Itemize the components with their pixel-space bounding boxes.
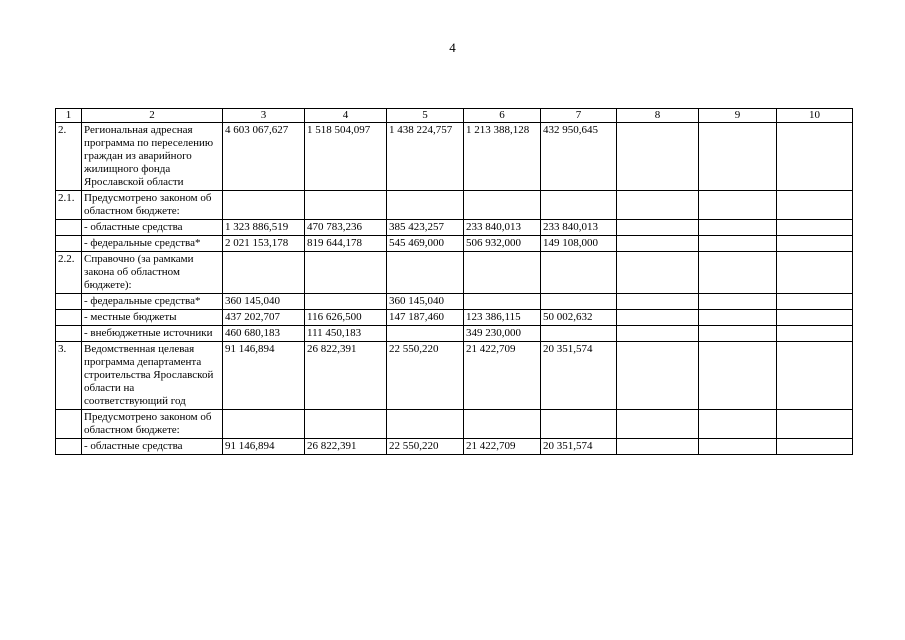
value-cell-col-8 (617, 220, 699, 236)
value-cell-col-4 (305, 252, 387, 294)
value-cell-col-3 (223, 410, 305, 439)
row-number-cell: 2.1. (56, 191, 82, 220)
value-cell-col-6: 233 840,013 (464, 220, 541, 236)
table-row (56, 191, 853, 220)
value-cell-col-7: 20 351,574 (541, 439, 617, 455)
value-cell-col-5: 22 550,220 (387, 342, 464, 410)
row-label-cell: - внебюджетные источники (82, 326, 223, 342)
row-number-cell (56, 439, 82, 455)
column-header-9: 9 (699, 109, 777, 123)
row-label-cell: - местные бюджеты (82, 310, 223, 326)
row-label-cell: Ведомственная целевая программа департамента строительства Ярославской области на соответствующий год (82, 342, 223, 410)
value-cell-col-8 (617, 252, 699, 294)
row-label-cell: Справочно (за рамками закона об областном бюджете): (82, 252, 223, 294)
table-row (56, 410, 853, 439)
value-cell-col-4 (305, 410, 387, 439)
value-cell-col-3: 91 146,894 (223, 342, 305, 410)
value-cell-col-10 (777, 342, 853, 410)
value-cell-col-3 (223, 191, 305, 220)
value-cell-col-6 (464, 410, 541, 439)
row-number-cell (56, 410, 82, 439)
value-cell-col-4 (305, 294, 387, 310)
column-header-5: 5 (387, 109, 464, 123)
value-cell-col-6: 1 213 388,128 (464, 123, 541, 191)
value-cell-col-9 (699, 310, 777, 326)
value-cell-col-7 (541, 191, 617, 220)
row-number-cell (56, 310, 82, 326)
value-cell-col-9 (699, 294, 777, 310)
value-cell-col-10 (777, 252, 853, 294)
row-label-cell: - областные средства (82, 439, 223, 455)
column-header-7: 7 (541, 109, 617, 123)
budget-table (55, 108, 853, 455)
table-row (56, 310, 853, 326)
value-cell-col-3: 2 021 153,178 (223, 236, 305, 252)
value-cell-col-5 (387, 191, 464, 220)
value-cell-col-7: 432 950,645 (541, 123, 617, 191)
value-cell-col-7 (541, 410, 617, 439)
value-cell-col-3: 360 145,040 (223, 294, 305, 310)
value-cell-col-3: 1 323 886,519 (223, 220, 305, 236)
value-cell-col-5: 360 145,040 (387, 294, 464, 310)
value-cell-col-4: 26 822,391 (305, 439, 387, 455)
table-row (56, 439, 853, 455)
row-number-cell (56, 326, 82, 342)
column-header-6: 6 (464, 109, 541, 123)
row-label-cell: Предусмотрено законом об областном бюджете: (82, 410, 223, 439)
value-cell-col-8 (617, 439, 699, 455)
column-header-10: 10 (777, 109, 853, 123)
column-header-1: 1 (56, 109, 82, 123)
value-cell-col-9 (699, 123, 777, 191)
value-cell-col-10 (777, 191, 853, 220)
value-cell-col-7: 20 351,574 (541, 342, 617, 410)
value-cell-col-9 (699, 220, 777, 236)
column-header-4: 4 (305, 109, 387, 123)
value-cell-col-3 (223, 252, 305, 294)
value-cell-col-3: 460 680,183 (223, 326, 305, 342)
table-row (56, 326, 853, 342)
value-cell-col-4: 1 518 504,097 (305, 123, 387, 191)
value-cell-col-9 (699, 342, 777, 410)
value-cell-col-6 (464, 252, 541, 294)
table-row (56, 220, 853, 236)
value-cell-col-7 (541, 294, 617, 310)
value-cell-col-7: 149 108,000 (541, 236, 617, 252)
value-cell-col-5: 545 469,000 (387, 236, 464, 252)
table-row (56, 123, 853, 191)
value-cell-col-9 (699, 191, 777, 220)
value-cell-col-8 (617, 310, 699, 326)
value-cell-col-9 (699, 326, 777, 342)
value-cell-col-6: 123 386,115 (464, 310, 541, 326)
value-cell-col-8 (617, 342, 699, 410)
value-cell-col-9 (699, 439, 777, 455)
value-cell-col-3: 4 603 067,627 (223, 123, 305, 191)
value-cell-col-10 (777, 236, 853, 252)
value-cell-col-4: 470 783,236 (305, 220, 387, 236)
value-cell-col-8 (617, 326, 699, 342)
value-cell-col-9 (699, 236, 777, 252)
header-row (56, 109, 853, 123)
table-row (56, 252, 853, 294)
value-cell-col-5 (387, 252, 464, 294)
row-number-cell: 3. (56, 342, 82, 410)
value-cell-col-10 (777, 410, 853, 439)
value-cell-col-10 (777, 326, 853, 342)
value-cell-col-7: 233 840,013 (541, 220, 617, 236)
value-cell-col-4 (305, 191, 387, 220)
value-cell-col-6: 21 422,709 (464, 439, 541, 455)
value-cell-col-5 (387, 410, 464, 439)
column-header-3: 3 (223, 109, 305, 123)
table-row (56, 294, 853, 310)
column-header-2: 2 (82, 109, 223, 123)
row-number-cell: 2. (56, 123, 82, 191)
value-cell-col-8 (617, 410, 699, 439)
value-cell-col-6 (464, 191, 541, 220)
page-number: 4 (449, 40, 456, 55)
value-cell-col-7 (541, 252, 617, 294)
value-cell-col-10 (777, 439, 853, 455)
value-cell-col-5: 147 187,460 (387, 310, 464, 326)
value-cell-col-10 (777, 310, 853, 326)
value-cell-col-6: 21 422,709 (464, 342, 541, 410)
value-cell-col-7: 50 002,632 (541, 310, 617, 326)
value-cell-col-4: 819 644,178 (305, 236, 387, 252)
value-cell-col-5 (387, 326, 464, 342)
row-label-cell: - областные средства (82, 220, 223, 236)
column-header-8: 8 (617, 109, 699, 123)
value-cell-col-5: 1 438 224,757 (387, 123, 464, 191)
row-number-cell (56, 236, 82, 252)
row-number-cell (56, 220, 82, 236)
value-cell-col-10 (777, 294, 853, 310)
value-cell-col-10 (777, 123, 853, 191)
value-cell-col-9 (699, 410, 777, 439)
value-cell-col-8 (617, 191, 699, 220)
table-row (56, 342, 853, 410)
row-number-cell: 2.2. (56, 252, 82, 294)
value-cell-col-6 (464, 294, 541, 310)
value-cell-col-3: 437 202,707 (223, 310, 305, 326)
value-cell-col-8 (617, 236, 699, 252)
value-cell-col-9 (699, 252, 777, 294)
value-cell-col-5: 385 423,257 (387, 220, 464, 236)
table-row (56, 236, 853, 252)
row-label-cell: Предусмотрено законом об областном бюджете: (82, 191, 223, 220)
value-cell-col-6: 506 932,000 (464, 236, 541, 252)
row-label-cell: - федеральные средства* (82, 294, 223, 310)
value-cell-col-4: 111 450,183 (305, 326, 387, 342)
value-cell-col-8 (617, 123, 699, 191)
value-cell-col-5: 22 550,220 (387, 439, 464, 455)
row-label-cell: - федеральные средства* (82, 236, 223, 252)
value-cell-col-4: 26 822,391 (305, 342, 387, 410)
value-cell-col-8 (617, 294, 699, 310)
value-cell-col-6: 349 230,000 (464, 326, 541, 342)
row-number-cell (56, 294, 82, 310)
row-label-cell: Региональная адресная программа по переселению граждан из аварийного жилищного фонда Ярославской области (82, 123, 223, 191)
value-cell-col-4: 116 626,500 (305, 310, 387, 326)
table-body (56, 123, 853, 455)
value-cell-col-3: 91 146,894 (223, 439, 305, 455)
value-cell-col-10 (777, 220, 853, 236)
value-cell-col-7 (541, 326, 617, 342)
